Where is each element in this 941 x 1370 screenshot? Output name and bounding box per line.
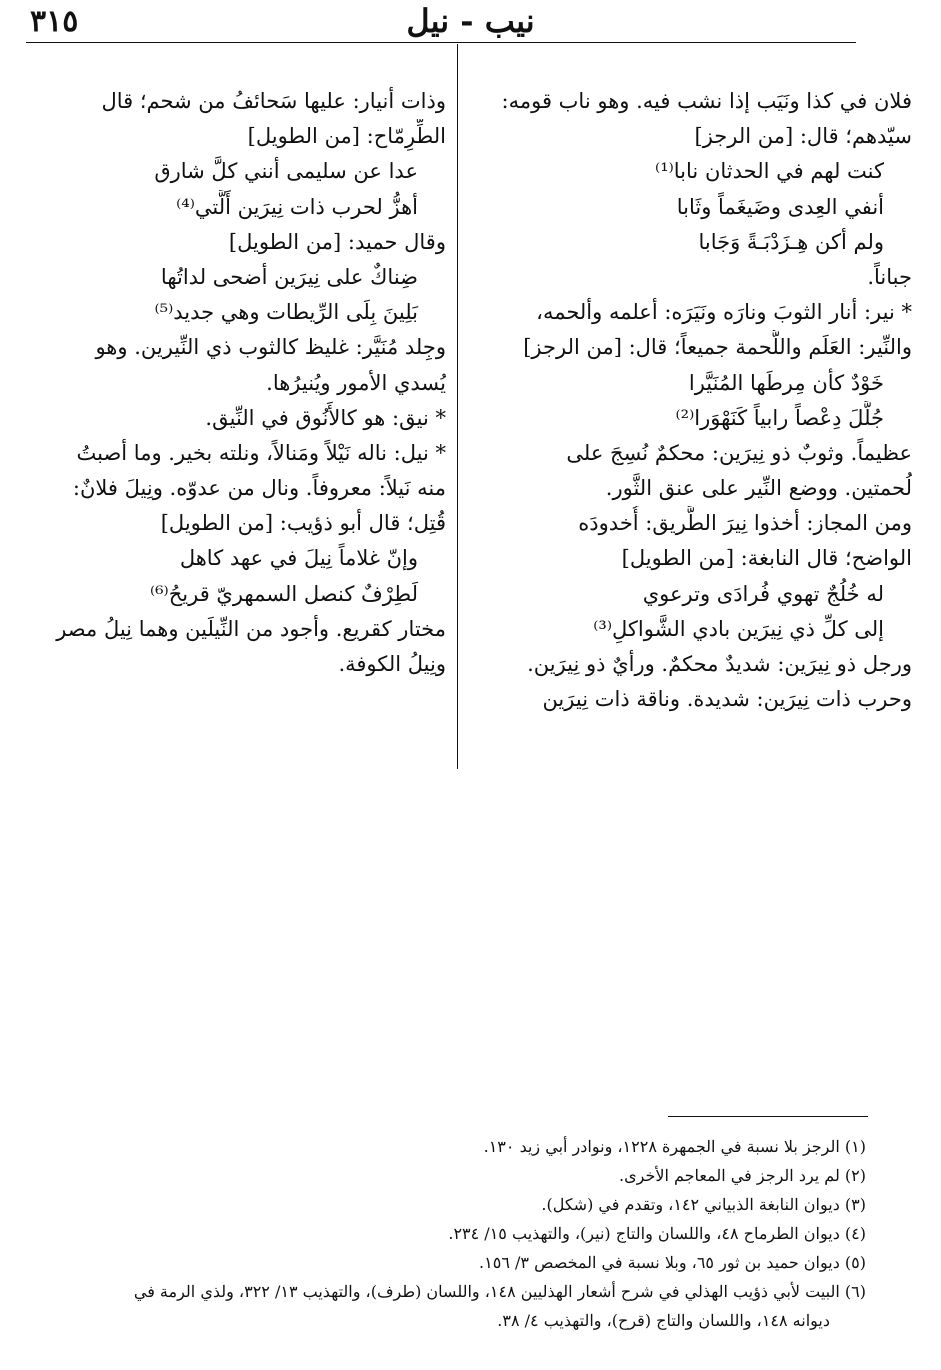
footnote: (٤) ديوان الطرماح ٤٨، واللسان والتاج (نير)، والتهذيب ١٥/ ٢٣٤. [448,1224,866,1243]
footnote-continuation: ديوانه ١٤٨، واللسان والتاج (قرح)، والتهذيب ٤/ ٣٨. [497,1311,830,1330]
verse-line: جُلَّلَ دِعْصاً رابياً كَنَهْوَرا⁽²⁾ [675,405,884,430]
footnote: (١) الرجز بلا نسبة في الجمهرة ١٢٢٨، ونوادر أبي زيد ١٣٠. [483,1137,866,1156]
text-line: ومن المجاز: أخذوا نِيرَ الطَّريق: أُخدودَه [578,511,912,536]
footnote-rule [668,1116,868,1117]
text-line: فلان في كذا ونَيَب إذا نشب فيه. وهو ناب قومه: [501,89,912,113]
column-divider [457,44,458,769]
verse-line: كنت لهم في الحدثان نابا⁽¹⁾ [655,159,884,184]
text-line: وقال حميد: [من الطويل] [228,229,446,254]
text-line: يُسدي الأمور ويُنيرُها. [266,370,446,395]
footnote: (٥) ديوان حميد بن ثور ٦٥، وبلا نسبة في المخصص ٣/ ١٥٦. [479,1253,866,1272]
verse-line: عدا عن سليمى أنني كلَّ شارق [154,159,418,184]
verse-line: بَلِينَ بِلَى الرِّيطات وهي جديد⁽⁵⁾ [154,300,418,325]
footnote: (٦) البيت لأبي ذؤيب الهذلي في شرح أشعار الهذليين ١٤٨، واللسان (طرف)، والتهذيب ١٣/ ٣٢٢، ولذي الرمة في [133,1282,866,1301]
text-line: مختار كقريع. وأجود من النِّيلَين وهما نِيلُ مصر [56,616,446,641]
entry-heading-nyq: * نيق: هو كالأَنُوق في النِّيق. [205,405,446,430]
text-line: ونِيلُ الكوفة. [338,652,446,676]
verse-line: إلى كلِّ ذي نِيرَين بادي الشَّواكلِ⁽³⁾ [593,616,884,641]
verse-line: أنفي العِدى وضَيغَماً وثَابا [676,194,884,219]
text-line: عظيماً. وثوبٌ ذو نِيرَين: محكمٌ نُسِجَ على [566,440,912,465]
text-line: وحرب ذات نِيرَين: شديدة. وناقة ذات نِيرَين [542,687,912,712]
text-line: الطِّرِمّاح: [من الطويل] [247,124,446,149]
right-column [472,84,912,717]
page-title: نيب - نيل [406,2,535,40]
text-line: الواضح؛ قال النابغة: [من الطويل] [621,546,912,571]
verse-line: لَطِرْفٌ كنصل السمهريّ قريحُ⁽⁶⁾ [149,581,418,606]
verse-line: ولم أكن هِـزَدْبَـةً وَجَابا [698,229,884,254]
footnote: (٣) ديوان النابغة الذبياني ١٤٢، وتقدم في (شكل). [541,1195,866,1214]
text-line: وجِلد مُنَيَّر: غليظ كالثوب ذي النِّيرين. وهو [95,335,446,360]
text-line: والنِّير: العَلَم واللُّحمة جميعاً؛ قال: [من الرجز] [523,335,912,360]
entry-heading-nyl: * نيل: ناله نَيْلاً ومَنالاً، ونلته بخير. وما أصبتُ [76,440,446,465]
footnote: (٢) لم يرد الرجز في المعاجم الأخرى. [619,1166,866,1185]
verse-line: أهزُّ لحرب ذات نِيرَين أَلَّتي⁽⁴⁾ [176,194,418,219]
left-column [36,84,446,682]
header-rule [26,42,856,43]
text-line: ورجل ذو نِيرَين: شديدٌ محكمٌ. ورأيٌ ذو نِيرَين. [527,652,912,676]
text-line: منه نَيلاً: معروفاً. ونال من عدوّه. ونِيلَ فلانٌ: [72,476,446,501]
verse-line: خَوْدٌ كأن مِرطَها المُنَيَّرا [688,370,884,395]
entry-heading-nyr: * نير: أنار الثوبَ ونارَه ونَيَرَه: أعلمه وألحمه، [536,300,912,325]
text-line: قُتِل؛ قال أبو ذؤيب: [من الطويل] [160,511,446,536]
verse-line: وإنّ غلاماً نِيلَ في عهد كاهل [179,546,418,571]
text-line: جباناً. [867,264,912,289]
text-line: وذات أنيار: عليها سَحائفُ من شحم؛ قال [101,89,446,113]
text-line: سيّدهم؛ قال: [من الرجز] [694,124,912,149]
verse-line: ضِناكٌ على نِيرَين أضحى لداتُها [160,264,418,289]
page-header [0,0,941,44]
footnotes [36,1132,866,1335]
verse-line: له خُلُجٌ تهوي فُرادَى وترعوي [642,581,884,606]
page-number: ٣١٥ [30,4,79,39]
text-line: لُحمتين. ووضع النِّير على عنق الثَّور. [605,476,912,501]
